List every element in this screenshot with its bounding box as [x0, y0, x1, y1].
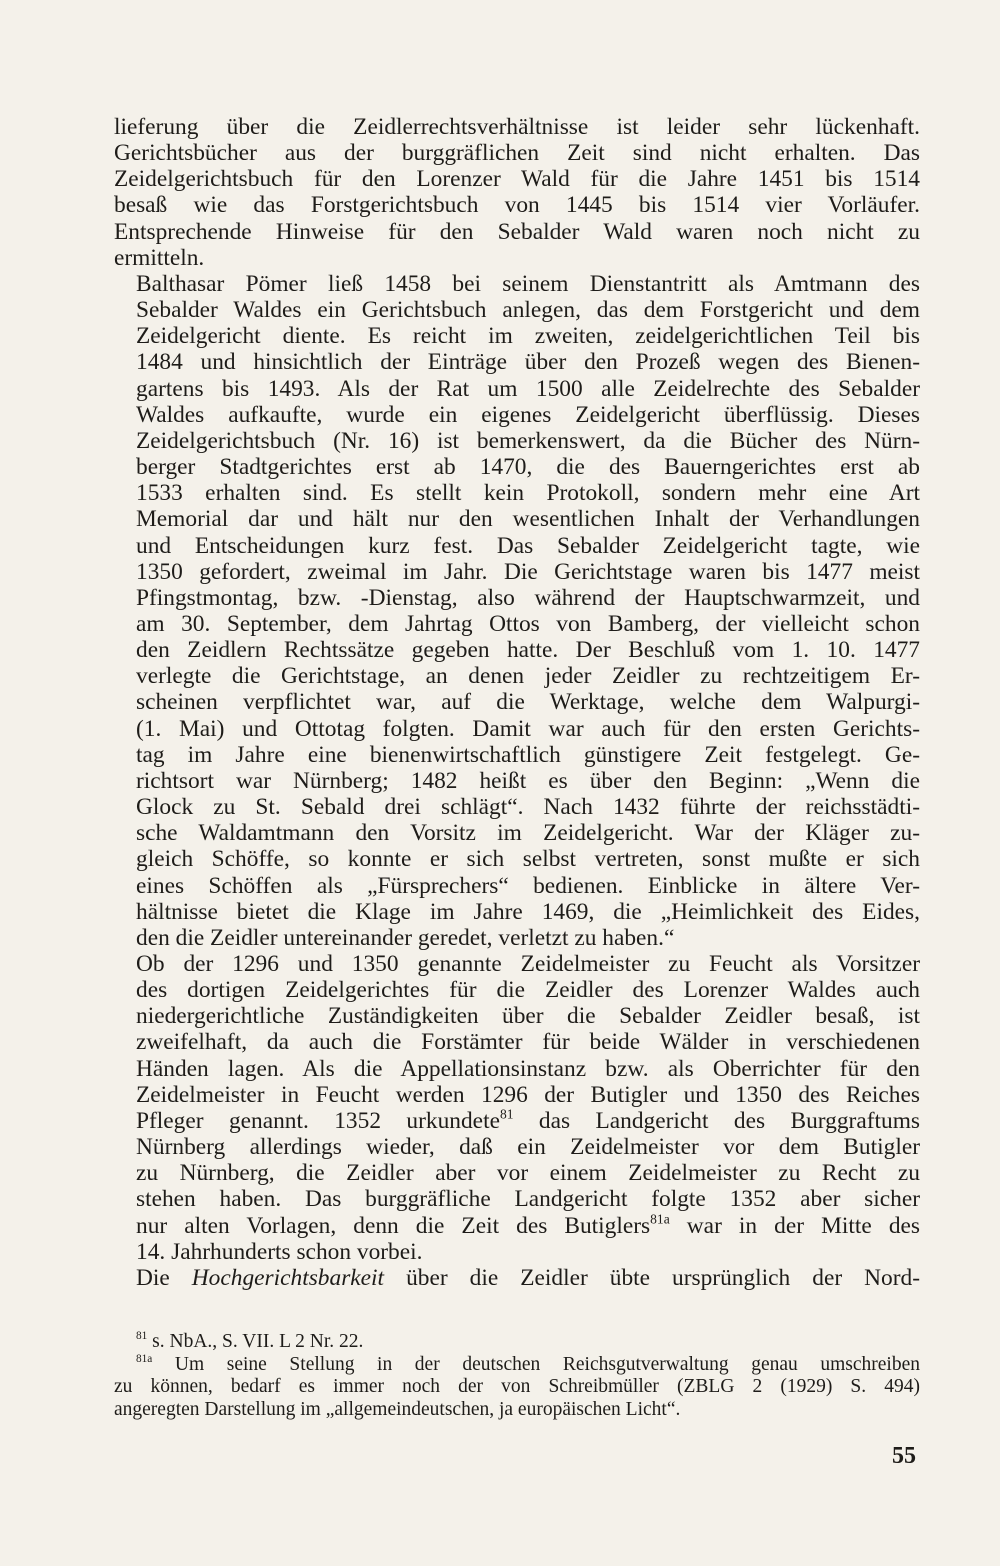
paragraph-2-line: tag im Jahre eine bienenwirtschaftlich günstigere Zeit festgelegt. Ge-	[136, 741, 920, 768]
text-run: über die Zeidler übte ursprünglich der Nord-	[384, 1264, 920, 1291]
paragraph-2-line: richtsort war Nürnberg; 1482 heißt es über den Beginn: „Wenn die	[136, 767, 920, 794]
paragraph-2-line: Sebalder Waldes ein Gerichtsbuch anlegen, das dem Forstgericht und dem	[136, 297, 920, 324]
paragraph-1-line: Gerichtsbücher aus der burggräflichen Zeit sind nicht erhalten. Das	[114, 140, 920, 167]
footnote-line	[114, 1354, 920, 1377]
paragraph-2-line: am 30. September, dem Jahrtag Ottos von Bamberg, der vielleicht schon	[136, 610, 920, 637]
paragraph-2-line: gleich Schöffe, so konnte er sich selbst vertreten, sonst mußte er sich	[136, 846, 920, 873]
paragraph-3-line: zweifelhaft, da auch die Forstämter für beide Wälder in verschiedenen	[136, 1029, 920, 1056]
paragraph-2-line: sche Waldamtmann den Vorsitz im Zeidelgericht. War der Kläger zu-	[136, 820, 920, 847]
footnote-ref-81: 81	[499, 1106, 514, 1122]
text-run: war in der Mitte des	[669, 1212, 921, 1239]
paragraph-2-line: scheinen verpflichtet war, auf die Werktage, welche dem Walpurgi-	[136, 689, 920, 716]
paragraph-1-line: lieferung über die Zeidlerrechtsverhältnisse ist leider sehr lückenhaft.	[114, 114, 920, 140]
paragraph-2-line: den die Zeidler untereinander geredet, verletzt zu haben.“	[136, 924, 675, 951]
footnote-ref-81a: 81a	[650, 1211, 670, 1227]
paragraph-3-line: 14. Jahrhunderts schon vorbei.	[136, 1238, 423, 1265]
emphasized-term: Hochgerichtsbarkeit	[191, 1264, 385, 1291]
paragraph-2	[114, 271, 920, 951]
paragraph-1-line: besaß wie das Forstgerichtsbuch von 1445 bis 1514 vier Vorläufer.	[114, 192, 920, 219]
paragraph-2-line: den Zeidlern Rechtssätze gegeben hatte. Der Beschluß vom 1. 10. 1477	[136, 637, 920, 664]
paragraph-2-line: verlegte die Gerichtstage, an denen jeder Zeidler zu rechtzeitigem Er-	[136, 663, 920, 690]
text-run: das Landgericht des Burggraftums	[513, 1107, 920, 1134]
paragraph-2-line: Zeidelgericht diente. Es reicht im zweiten, zeidelgerichtlichen Teil bis	[136, 323, 920, 350]
paragraph-3-line: niedergerichtliche Zuständigkeiten über die Sebalder Zeidler besaß, ist	[136, 1003, 920, 1030]
paragraph-2-line: eines Schöffen als „Fürsprechers“ bedienen. Einblicke in ältere Ver-	[136, 872, 920, 899]
text-run: Die	[136, 1264, 192, 1291]
paragraph-3-line: Händen lagen. Als die Appellationsinstanz bzw. als Oberrichter für den	[136, 1055, 920, 1082]
paragraph-2-line: Waldes aufkaufte, wurde ein eigenes Zeidelgericht überflüssig. Dieses	[136, 401, 920, 428]
paragraph-2-line: Balthasar Pömer ließ 1458 bei seinem Dienstantritt als Amtmann des	[136, 270, 920, 297]
footnote-line	[136, 1331, 920, 1354]
text-run: nur alten Vorlagen, denn die Zeit des Butiglers	[136, 1212, 651, 1239]
paragraph-3	[114, 951, 920, 1265]
paragraph-2-line: 1533 erhalten sind. Es stellt kein Protokoll, sondern mehr eine Art	[136, 480, 920, 507]
footnote-mark: 81a	[136, 1352, 153, 1365]
paragraph-3-line	[114, 1213, 920, 1239]
footnote-81	[114, 1331, 920, 1354]
paragraph-2-line: und Entscheidungen kurz fest. Das Sebalder Zeidelgericht tagte, wie	[136, 532, 920, 559]
paragraph-2-line: 1484 und hinsichtlich der Einträge über den Prozeß wegen des Bienen-	[136, 349, 920, 376]
footnote-text: Um seine Stellung in der deutschen Reichsgutverwaltung genau umschreiben	[152, 1353, 920, 1375]
paragraph-3-line: Zeidelmeister in Feucht werden 1296 der Butigler und 1350 des Reiches	[136, 1081, 920, 1108]
paragraph-3-line: Ob der 1296 und 1350 genannte Zeidelmeister zu Feucht als Vorsitzer	[136, 951, 920, 977]
footnotes	[114, 1331, 920, 1421]
paragraph-2-line: Pfingstmontag, bzw. -Dienstag, also während der Hauptschwarmzeit, und	[136, 584, 920, 611]
paragraph-3-line: zu Nürnberg, die Zeidler aber vor einem Zeidelmeister zu Recht zu	[136, 1160, 920, 1187]
paragraph-2-line: berger Stadtgerichtes erst ab 1470, die des Bauerngerichtes erst ab	[136, 454, 920, 481]
paragraph-3-line: des dortigen Zeidelgerichtes für die Zeidler des Lorenzer Waldes auch	[136, 977, 920, 1004]
paragraph-4-line	[114, 1265, 920, 1291]
paragraph-2-line: Glock zu St. Sebald drei schlägt“. Nach 1432 führte der reichsstädti-	[136, 794, 920, 821]
paragraph-3-line: Nürnberg allerdings wieder, daß ein Zeidelmeister vor dem Butigler	[136, 1134, 920, 1161]
paragraph-2-line: hältnisse bietet die Klage im Jahre 1469, die „Heimlichkeit des Eides,	[136, 898, 920, 925]
paragraph-2-line: gartens bis 1493. Als der Rat um 1500 alle Zeidelrechte des Sebalder	[136, 375, 920, 402]
page-number: 55	[892, 1443, 916, 1469]
paragraph-1-line: Zeidelgerichtsbuch für den Lorenzer Wald für die Jahre 1451 bis 1514	[114, 166, 920, 193]
footnote-line: angeregten Darstellung im „allgemeindeutschen, ja europäischen Licht“.	[114, 1398, 681, 1420]
paragraph-2-line: 1350 gefordert, zweimal im Jahr. Die Gerichtstage waren bis 1477 meist	[136, 558, 920, 585]
footnote-mark: 81	[136, 1330, 148, 1343]
footnote-line: zu können, bedarf es immer noch der von Schreibmüller (ZBLG 2 (1929) S. 494)	[114, 1376, 920, 1397]
paragraph-1-line: Entsprechende Hinweise für den Sebalder Wald waren noch nicht zu	[114, 218, 920, 245]
paragraph-3-line	[114, 1108, 920, 1134]
page-body	[114, 114, 920, 1291]
paragraph-2-line: Zeidelgerichtsbuch (Nr. 16) ist bemerkenswert, da die Bücher des Nürn-	[136, 427, 920, 454]
paragraph-4	[114, 1265, 920, 1291]
paragraph-1	[114, 114, 920, 271]
footnote-text: s. NbA., S. VII. L 2 Nr. 22.	[147, 1331, 364, 1352]
paragraph-3-line: stehen haben. Das burggräfliche Landgericht folgte 1352 aber sicher	[136, 1186, 920, 1213]
footnote-81a	[114, 1354, 920, 1422]
paragraph-2-line: Memorial dar und hält nur den wesentlichen Inhalt der Verhandlungen	[136, 506, 920, 533]
text-run: Pfleger genannt. 1352 urkundete	[136, 1107, 500, 1134]
paragraph-1-line: ermitteln.	[114, 244, 205, 271]
paragraph-2-line: (1. Mai) und Ottotag folgten. Damit war auch für den ersten Gerichts-	[136, 715, 920, 742]
